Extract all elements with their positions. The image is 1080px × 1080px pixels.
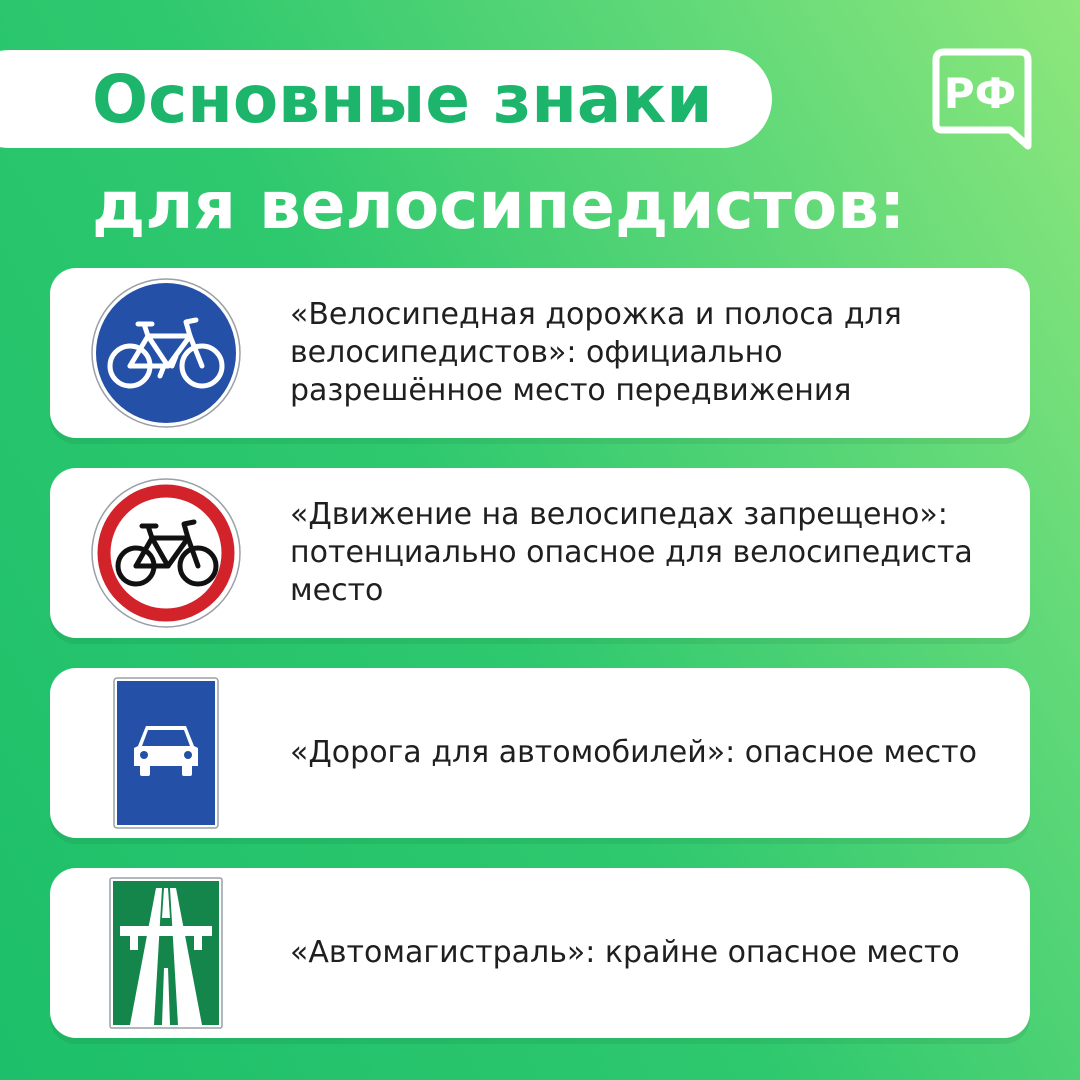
page-title-line-1: Основные знаки	[92, 61, 713, 138]
sign-card-no-bicycles	[50, 468, 1030, 638]
card-description: «Автомагистраль»: крайне опасное место	[290, 935, 960, 970]
bicycle-path-sign-icon	[90, 268, 242, 438]
sign-card-bicycle-path	[50, 268, 1030, 438]
card-description: «Дорога для автомобилей»: опасное место	[290, 735, 977, 770]
sign-card-motor-road	[50, 668, 1030, 838]
logo-label: РФ	[943, 69, 1017, 118]
motorway-sign-icon	[90, 868, 242, 1038]
card-description: «Движение на велосипедах запрещено»: потенциально опасное для велосипедиста место	[290, 497, 973, 608]
no-bicycles-sign-icon	[90, 468, 242, 638]
motor-road-sign-icon	[90, 668, 242, 838]
card-description: «Велосипедная дорожка и полоса для велосипедистов»: официально разрешённое место передвижения	[290, 297, 902, 408]
page-title-line-2: для велосипедистов:	[92, 167, 906, 244]
sign-card-motorway	[50, 868, 1030, 1038]
